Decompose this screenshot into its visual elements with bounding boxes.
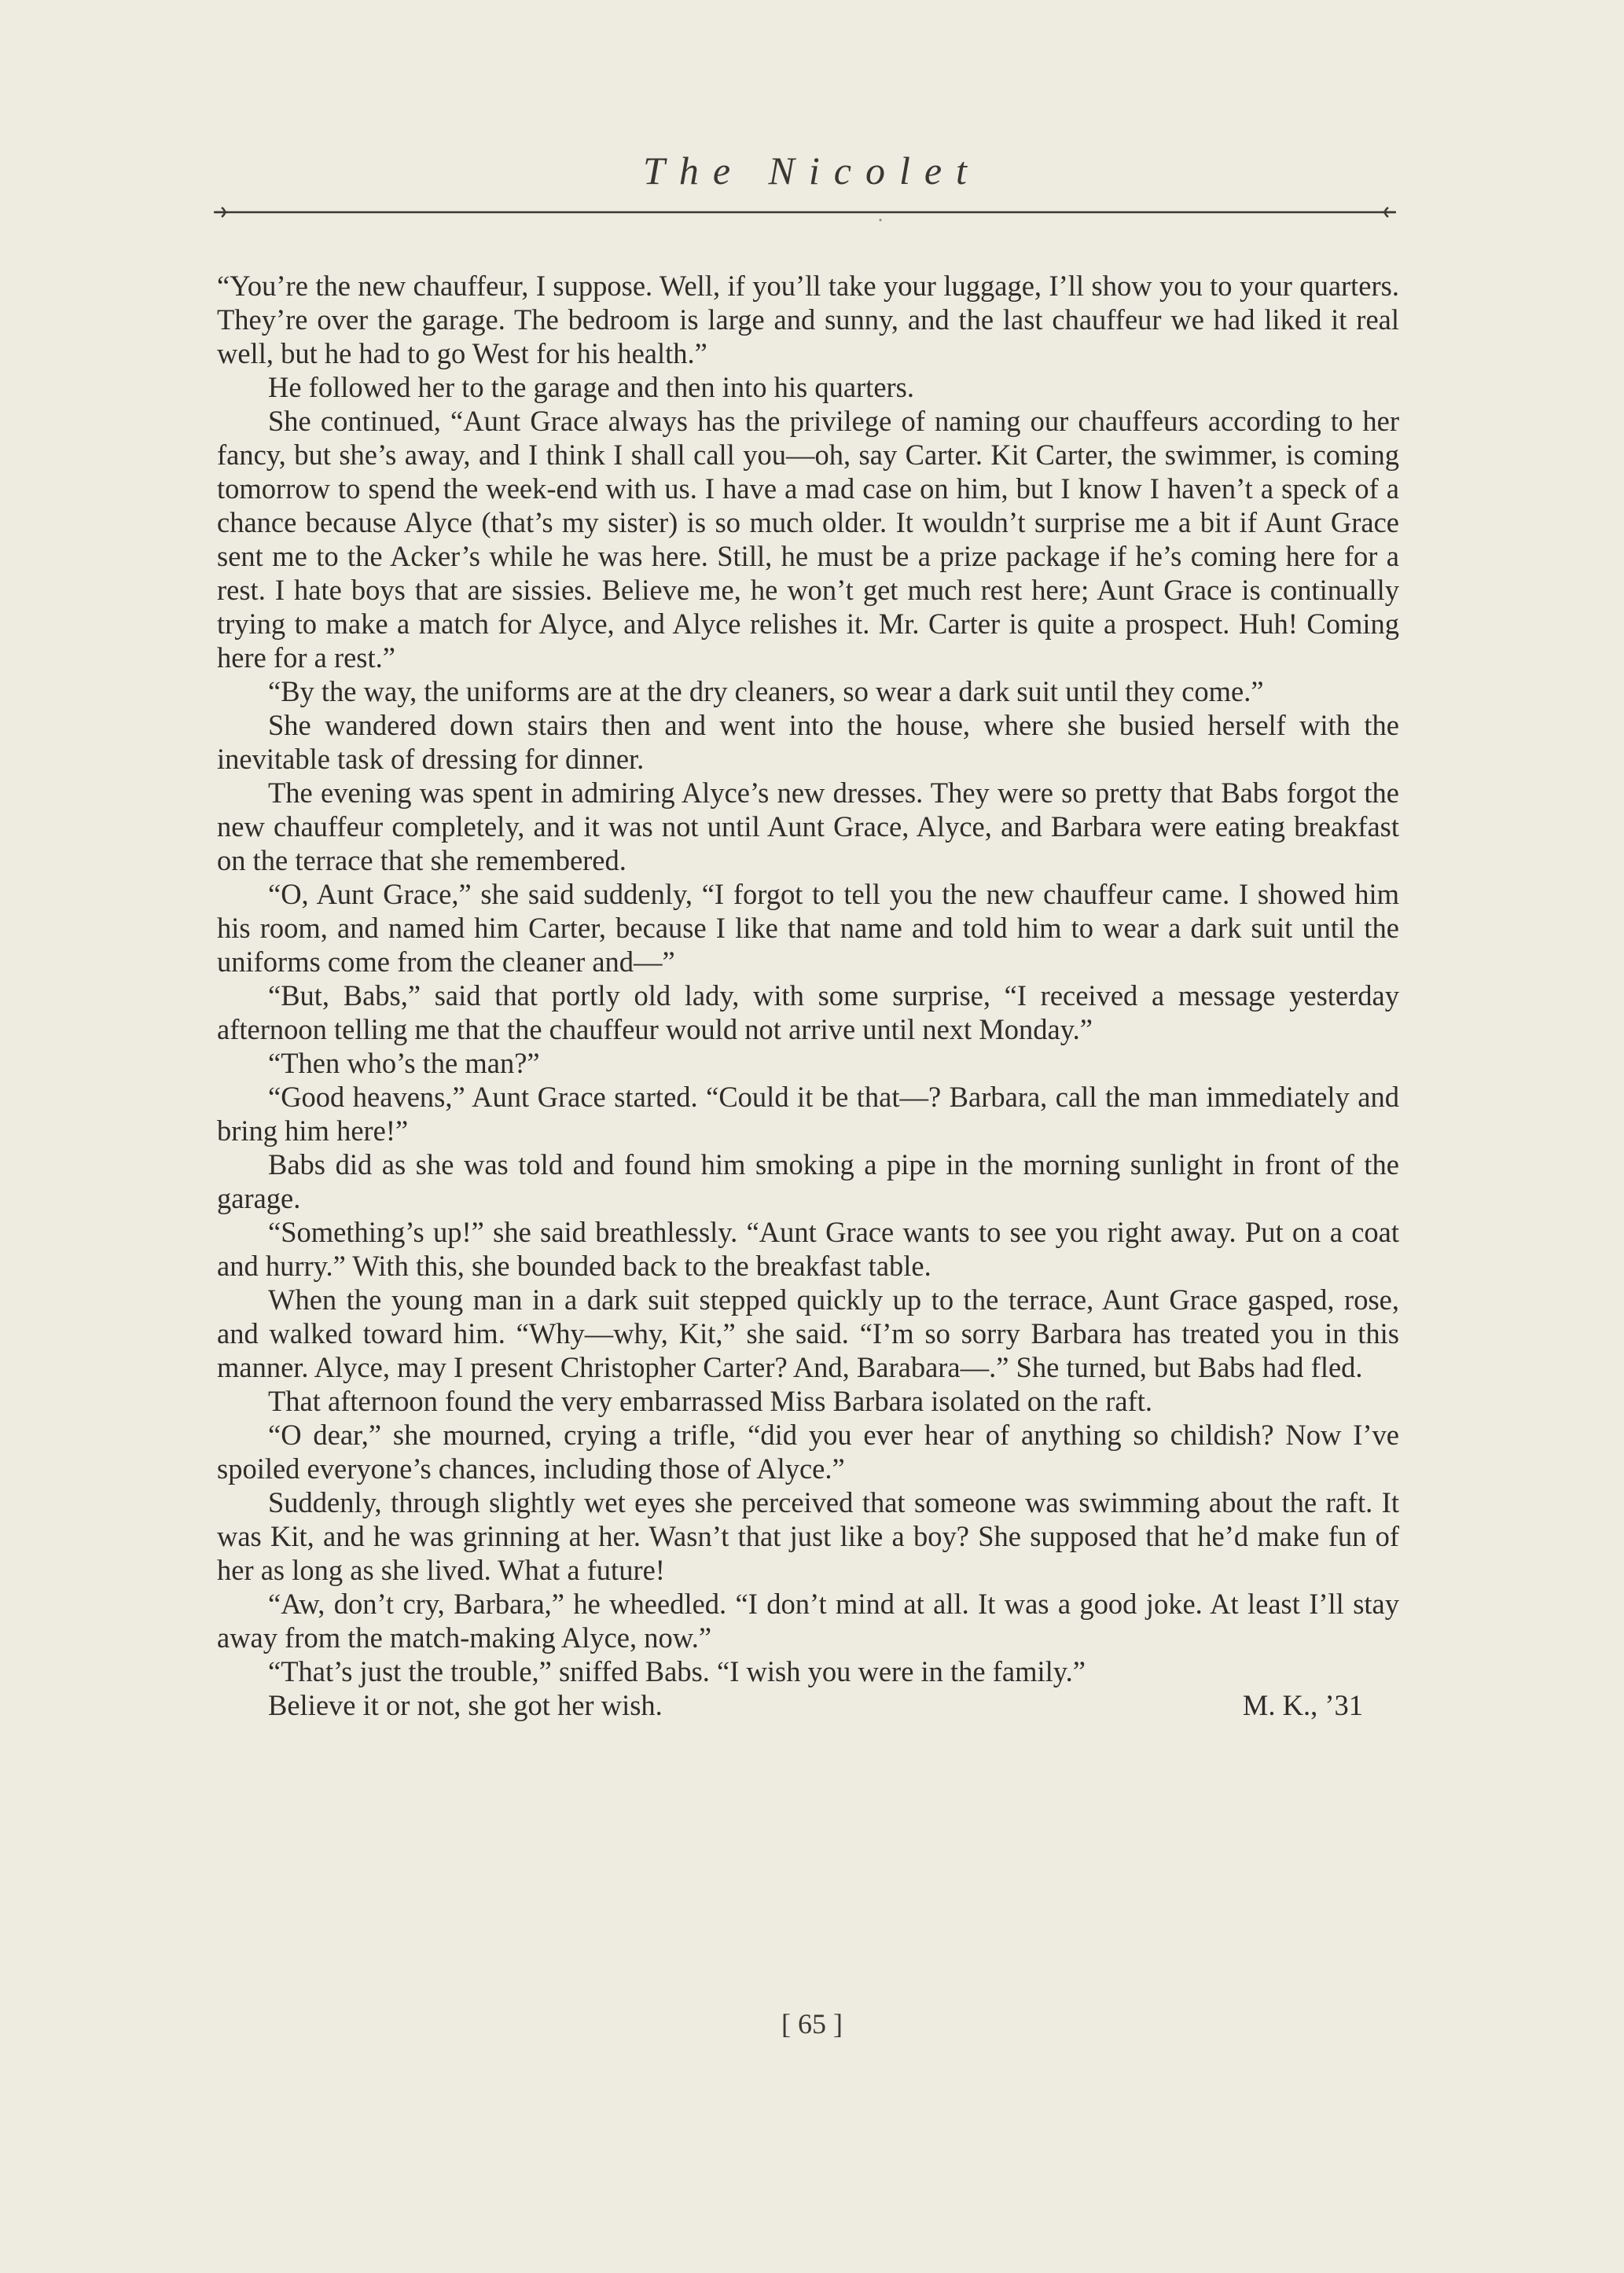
story-body: [217, 269, 1399, 1722]
paragraph: “O, Aunt Grace,” she said suddenly, “I forgot to tell you the new chauffeur came. I showed him his room, and named him Carter, because I like that name and told him to wear a dark suit until the uniforms come from the cleaner and—”: [217, 878, 1399, 978]
paragraph: “But, Babs,” said that portly old lady, with some surprise, “I received a message yesterday afternoon telling me that the chauffeur would not arrive until next Monday.”: [217, 979, 1399, 1045]
page-number: [ 65 ]: [781, 2008, 843, 2040]
paragraph: “Aw, don’t cry, Barbara,” he wheedled. “I don’t mind at all. It was a good joke. At least I’ll stay away from the match-making Alyce, now.”: [217, 1588, 1399, 1654]
paragraph: When the young man in a dark suit stepped quickly up to the terrace, Aunt Grace gasped, rose, and walked toward him. “Why—why, Kit,” she said. “I’m so sorry Barbara has treated you in this manner. Alyce, may I present Christopher Carter? And, Barabara—.” She turned, but Babs had fled.: [217, 1283, 1399, 1383]
paragraph: “You’re the new chauffeur, I suppose. Well, if you’ll take your luggage, I’ll show you to your quarters. They’re over the garage. The bedroom is large and sunny, and the last chauffeur we had liked it real well, but he had to go West for his health.”: [217, 270, 1399, 369]
paragraph: “By the way, the uniforms are at the dry cleaners, so wear a dark suit until they come.”: [268, 675, 1264, 707]
paragraph: The evening was spent in admiring Alyce’s new dresses. They were so pretty that Babs forgot the new chauffeur completely, and it was not until Aunt Grace, Alyce, and Barbara were eating breakfast on the terrace that she remembered.: [217, 777, 1399, 876]
paragraph: She wandered down stairs then and went into the house, where she busied herself with the inevitable task of dressing for dinner.: [217, 709, 1399, 775]
paragraph: “That’s just the trouble,” sniffed Babs. “I wish you were in the family.”: [268, 1655, 1086, 1687]
author-signature: M. K., ’31: [1242, 1689, 1363, 1721]
paragraph: “Something’s up!” she said breathlessly. “Aunt Grace wants to see you right away. Put on a coat and hurry.” With this, she bounded back to the breakfast table.: [217, 1216, 1399, 1282]
header-rule-ornament: [211, 203, 1399, 222]
running-header: The Nicolet: [643, 149, 981, 193]
paragraph: “Good heavens,” Aunt Grace started. “Could it be that—? Barbara, call the man immediately and bring him here!”: [217, 1081, 1399, 1147]
paragraph: “O dear,” she mourned, crying a trifle, “did you ever hear of anything so childish? Now I’ve spoiled everyone’s chances, including those of Alyce.”: [217, 1419, 1399, 1485]
paragraph: He followed her to the garage and then into his quarters.: [268, 371, 914, 403]
paragraph: Babs did as she was told and found him smoking a pipe in the morning sunlight in front of the garage.: [217, 1148, 1399, 1214]
closing-sentence: Believe it or not, she got her wish.: [268, 1689, 663, 1721]
paragraph: That afternoon found the very embarrassed Miss Barbara isolated on the raft.: [268, 1385, 1153, 1417]
paragraph: “Then who’s the man?”: [268, 1047, 540, 1079]
paragraph: Suddenly, through slightly wet eyes she perceived that someone was swimming about the raft. It was Kit, and he was grinning at her. Wasn’t that just like a boy? She supposed that he’d make fun of her as long as she lived. What a future!: [217, 1486, 1399, 1586]
paragraph: She continued, “Aunt Grace always has the privilege of naming our chauffeurs according to her fancy, but she’s away, and I think I shall call you—oh, say Carter. Kit Carter, the swimmer, is coming tomorrow to spend the week-end with us. I have a mad case on him, but I know I haven’t a speck of a chance because Alyce (that’s my sister) is so much older. It wouldn’t surprise me a bit if Aunt Grace sent me to the Acker’s while he was here. Still, he must be a prize package if he’s coming here for a rest. I hate boys that are sissies. Believe me, he won’t get much rest here; Aunt Grace is continually trying to make a match for Alyce, and Alyce relishes it. Mr. Carter is quite a prospect. Huh! Coming here for a rest.”: [217, 405, 1399, 674]
closing-line: [217, 1688, 1399, 1722]
